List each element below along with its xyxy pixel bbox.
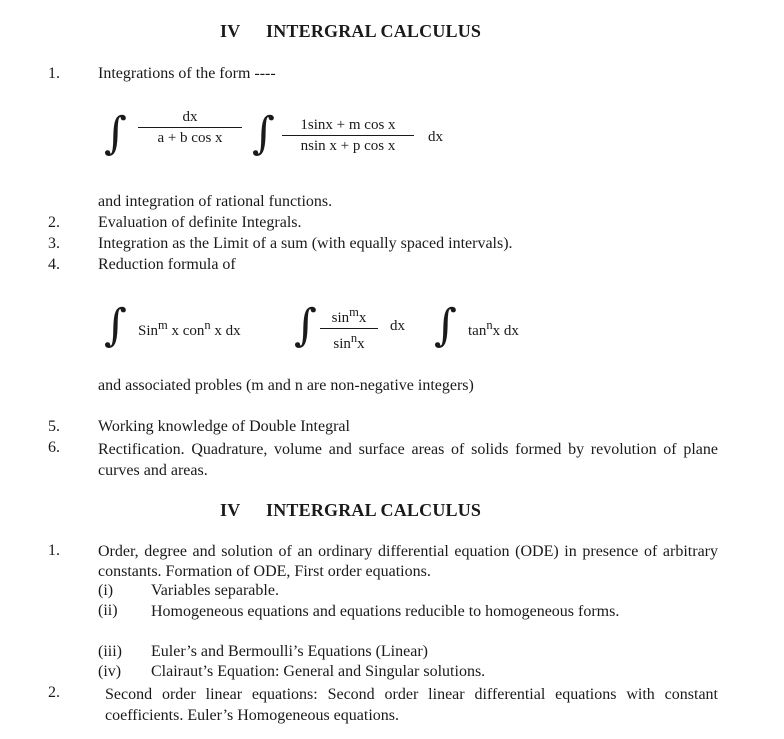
item-number: 1.: [48, 65, 60, 82]
exponent: n: [204, 318, 211, 332]
item-text: Rectification. Quadrature, volume and surface areas of solids formed by revolution of plane curves and areas.: [98, 441, 718, 479]
formula-part: x: [358, 310, 367, 326]
sub-item-text: Homogeneous equations and equations reducible to homogeneous forms.: [151, 603, 620, 620]
sub-item-number: (i): [98, 582, 114, 599]
item-number: 4.: [48, 256, 60, 273]
item-number: 2.: [48, 214, 60, 231]
section-number: IV: [220, 500, 241, 520]
item-number: 5.: [48, 418, 60, 435]
formula-part: x dx: [210, 323, 241, 339]
sub-item-number: (iii): [98, 643, 122, 660]
sub-item-text: Clairaut’s Equation: General and Singular solutions.: [151, 663, 486, 680]
formula-part: x dx: [492, 323, 519, 339]
formula-part: Sin: [138, 323, 159, 339]
sub-item-number: (iv): [98, 663, 122, 680]
item-text: Second order linear equations: Second order linear differential equations with constant coefficients. Euler’s Homogeneous equations.: [105, 686, 718, 724]
differential: dx: [390, 318, 405, 334]
item-number: 3.: [48, 235, 60, 252]
fraction-numerator: dx: [138, 109, 242, 128]
integral-sign: ∫: [434, 300, 457, 351]
formula-part: x: [357, 336, 365, 352]
section-title: INTERGRAL CALCULUS: [266, 500, 482, 520]
fraction: [138, 109, 242, 147]
item-number: 6.: [48, 439, 60, 456]
integral-sign: ∫: [104, 300, 127, 351]
fraction-numerator: 1sinx + m cos x: [282, 117, 414, 136]
formula-sin-cos: [138, 318, 241, 340]
item-text: Integration as the Limit of a sum (with equally spaced intervals).: [98, 235, 513, 252]
item-text: Evaluation of definite Integrals.: [98, 214, 302, 231]
sub-item-number: (ii): [98, 602, 118, 619]
item-number: 1.: [48, 542, 60, 559]
sub-item-text: Variables separable.: [151, 582, 279, 599]
formula-part: tan: [468, 323, 487, 339]
fraction-denominator: nsin x + p cos x: [300, 138, 396, 154]
exponent: m: [158, 318, 168, 332]
item-text: and integration of rational functions.: [98, 193, 333, 210]
section-title: INTERGRAL CALCULUS: [266, 21, 482, 41]
integral-sign: ∫: [294, 300, 317, 351]
fraction-denominator: [320, 329, 378, 353]
section-heading: [220, 21, 481, 42]
item-number: 2.: [48, 684, 60, 701]
fraction: [282, 117, 414, 155]
integral-sign: ∫: [252, 108, 275, 159]
differential: dx: [428, 129, 443, 145]
item-text: and associated probles (m and n are non-negative integers): [98, 377, 474, 394]
integral-sign: ∫: [104, 108, 127, 159]
formula-tan: [468, 318, 519, 340]
exponent: n: [486, 318, 493, 332]
fraction: [320, 305, 378, 353]
item-text: Reduction formula of: [98, 256, 236, 273]
section-heading: [220, 500, 481, 521]
section-number: IV: [220, 21, 241, 41]
item-text: Working knowledge of Double Integral: [98, 418, 350, 435]
formula-part: sin: [333, 336, 351, 352]
formula-part: sin: [331, 310, 350, 326]
fraction-numerator: [320, 305, 378, 329]
sub-item-text: Euler’s and Bermoulli’s Equations (Linear): [151, 643, 428, 660]
fraction-denominator: a + b cos x: [157, 130, 223, 146]
exponent: m: [349, 305, 359, 319]
item-text: Integrations of the form ----: [98, 65, 276, 82]
item-text: Order, degree and solution of an ordinary differential equation (ODE) in presence of arbitrary constants. Formation of ODE, First order equations.: [98, 543, 718, 580]
exponent: n: [350, 331, 358, 345]
formula-part: x con: [167, 323, 205, 339]
